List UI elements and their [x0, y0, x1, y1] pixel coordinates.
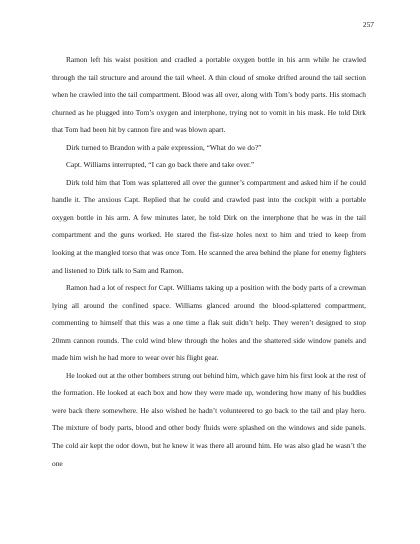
body-text — [52, 51, 366, 472]
paragraph: Dirk told him that Tom was splattered all over the gunner’s compartment and asked him if he could handle it. The anxious Capt. Replied that he could and crawled past into the cockpit with a portable oxygen bottle in his arm. A few minutes later, he told Dirk on the interphone that he was in the tail compartment and the guns worked. He stared the fist-size holes next to him and tried to keep from looking at the mangled torso that was once Tom. He scanned the area behind the plane for enemy fighters and listened to Dirk talk to Sam and Ramon. — [52, 177, 366, 275]
paragraph: Ramon had a lot of respect for Capt. Williams taking up a position with the body parts of a crewman lying all around the confined space. Williams glanced around the blood-splattered compartment, commenting to himself that this was a one time a flak suit didn’t help. They weren’t designed to stop 20mm cannon rounds. The cold wind blew through the holes and the shattered side window panels and made him wish he had more to wear over his flight gear. — [52, 283, 366, 363]
paragraph: Dirk turned to Brandon with a pale expression, “What do we do?” — [66, 142, 262, 152]
paragraph: Ramon left his waist position and cradled a portable oxygen bottle in his arm while he crawled through the tail structure and around the tail wheel. A thin cloud of smoke drifted around the tail section when he crawled into the tail compartment. Blood was all over, along with Tom’s body parts. His stomach churned as he plugged into Tom’s oxygen and interphone, trying not to vomit in his mask. He told Dirk that Tom had been hit by cannon fire and was blown apart. — [52, 55, 366, 135]
paragraph: Capt. Williams interrupted, “I can go back there and take over.” — [66, 160, 255, 170]
page-number: 257 — [362, 20, 374, 29]
paragraph: He looked out at the other bombers strung out behind him, which gave him his first look at the rest of the formation. He looked at each box and how they were made up, wondering how many of his buddies were back there somewhere. He also wished he hadn’t volunteered to go back to the tail and play hero. The mixture of body parts, blood and other body fluids were splashed on the windows and side panels. The cold air kept the odor down, but he knew it was there all around him. He was also glad he wasn’t the one — [52, 370, 366, 468]
